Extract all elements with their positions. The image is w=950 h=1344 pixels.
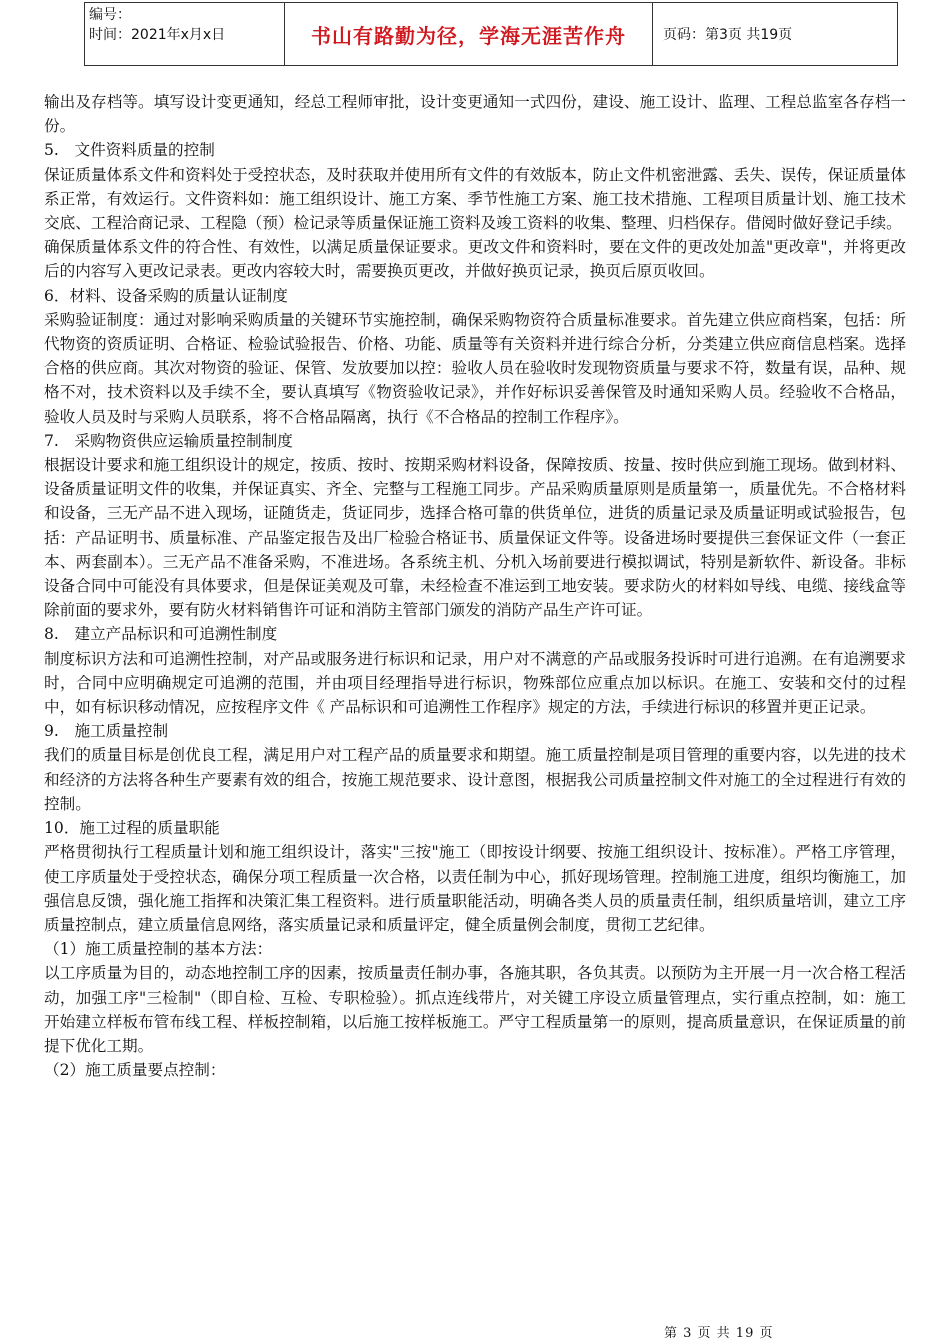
section-heading: 6．材料、设备采购的质量认证制度 bbox=[44, 286, 288, 305]
paragraph: 根据设计要求和施工组织设计的规定，按质、按时、按期采购材料设备，保障按质、按量、按时供应到施工现场。做到材料、设备质量证明文件的收集，并保证真实、齐全、完整与工程施工同步。产品采购质量原则是质量第一，质量优先。不合格材料和设备，三无产品不进入现场，证随货走，货证同步，选择合格可靠的供货单位，进货的质量记录及质量证明或试验报告，包括：产品证明书、质量标准、产品鉴定报告及出厂检验合格证书、质量保证文件等。设备进场时要提供三套保证文件（一套正本、两套副本）。三无产品不准备采购，不准进场。各系统主机、分机入场前要进行模拟调试，特别是新软件、新设备。非标设备合同中可能没有具体要求，但是保证美观及可靠，未经检查不准运到工地安装。要求防火的材料如导线、电缆、接线盒等除前面的要求外，要有防火材料销售许可证和消防主管部门颁发的消防产品生产许可证。 bbox=[44, 456, 906, 620]
document-body bbox=[44, 90, 906, 1082]
paragraph: 我们的质量目标是创优良工程，满足用户对工程产品的质量要求和期望。施工质量控制是项目管理的重要内容，以先进的技术和经济的方法将各种生产要素有效的组合，按施工规范要求、设计意图，根据我公司质量控制文件对施工的全过程进行有效的控制。 bbox=[44, 746, 906, 813]
document-date: 时间：2021年x月x日 bbox=[89, 27, 226, 43]
paragraph: 制度标识方法和可追溯性控制，对产品或服务进行标识和记录，用户对不满意的产品或服务投诉时可进行追溯。在有追溯要求时，合同中应明确规定可追溯的范围，并由项目经理指导进行标识，物殊部位应重点加以标识。在施工、安装和交付的过程中，如有标识移动情况，应按程序文件《 产品标识和可追溯性工作程序》规定的方法，手续进行标识的移置并更正记录。 bbox=[44, 649, 906, 717]
header-motto: 书山有路勤为径，学海无涯苦作舟 bbox=[285, 3, 653, 65]
header-page-count: 页码：第3页 共19页 bbox=[663, 27, 793, 43]
document-number: 编号： bbox=[89, 7, 131, 23]
section-heading: 5. 文件资料质量的控制 bbox=[44, 141, 215, 160]
section-heading: 10．施工过程的质量职能 bbox=[44, 819, 220, 838]
paragraph: 保证质量体系文件和资料处于受控状态，及时获取并使用所有文件的有效版本，防止文件机密泄露、丢失、误传，保证质量体系正常，有效运行。文件资料如：施工组织设计、施工方案、季节性施工方案、施工技术措施、工程项目质量计划、施工技术交底、工程洽商记录、工程隐（预）检记录等质量保证施工资料及竣工资料的收集、整理、归档保存。借阅时做好登记手续。 bbox=[44, 165, 906, 233]
section-heading: 8. 建立产品标识和可追溯性制度 bbox=[44, 625, 278, 644]
subsection-heading: （1）施工质量控制的基本方法： bbox=[44, 940, 273, 959]
paragraph: 严格贯彻执行工程质量计划和施工组织设计，落实"三按"施工（即按设计纲要、按施工组织设计、按标准）。严格工序管理，使工序质量处于受控状态，确保分项工程质量一次合格，以责任制为中心，抓好现场管理。控制施工进度，组织均衡施工，加强信息反馈，强化施工指挥和决策汇集工程资料。进行质量职能活动，明确各类人员的质量责任制，组织质量培训，建立工序质量控制点，建立质量信息网络，落实质量记录和质量评定，健全质量例会制度，贯彻工艺纪律。 bbox=[44, 843, 906, 934]
page-header bbox=[84, 2, 898, 66]
paragraph: 采购验证制度：通过对影响采购质量的关键环节实施控制，确保采购物资符合质量标准要求。首先建立供应商档案，包括：所代物资的资质证明、合格证、检验试验报告、价格、功能、质量等有关资料并进行综合分析，分类建立供应商信息档案。选择合格的供应商。其次对物资的验证、保管、发放要加以控：验收人员在验收时发现物资质量与要求不符，数量有误，品种、规格不对，技术资料以及手续不全，要认真填写《物资验收记录》，并作好标识妥善保管及时通知采购人员。经验收不合格品，验收人员及时与采购人员联系，将不合格品隔离，执行《不合格品的控制工作程序》。 bbox=[44, 310, 906, 426]
header-meta bbox=[85, 3, 285, 65]
page-footer: 第 3 页 共 19 页 bbox=[664, 1326, 774, 1341]
section-heading: 9. 施工质量控制 bbox=[44, 722, 169, 741]
section-heading: 7. 采购物资供应运输质量控制制度 bbox=[44, 431, 293, 450]
paragraph: 确保质量体系文件的符合性、有效性，以满足质量保证要求。更改文件和资料时，要在文件的更改处加盖"更改章"，并将更改后的内容写入更改记录表。更改内容较大时，需要换页更改，并做好换页记录，换页后原页收回。 bbox=[44, 238, 906, 281]
subsection-heading: （2）施工质量要点控制： bbox=[44, 1061, 226, 1080]
paragraph: 输出及存档等。填写设计变更通知，经总工程师审批，设计变更通知一式四份，建设、施工设计、监理、工程总监室各存档一份。 bbox=[44, 93, 906, 136]
paragraph: 以工序质量为目的，动态地控制工序的因素，按质量责任制办事，各施其职，各负其责。以预防为主开展一月一次合格工程活动，加强工序"三检制"（即自检、互检、专职检验）。抓点连线带片，对关键工序设立质量管理点，实行重点控制，如：施工开始建立样板布管布线工程、样板控制箱，以后施工按样板施工。严守工程质量第一的原则，提高质量意识，在保证质量的前提下优化工期。 bbox=[44, 964, 906, 1055]
